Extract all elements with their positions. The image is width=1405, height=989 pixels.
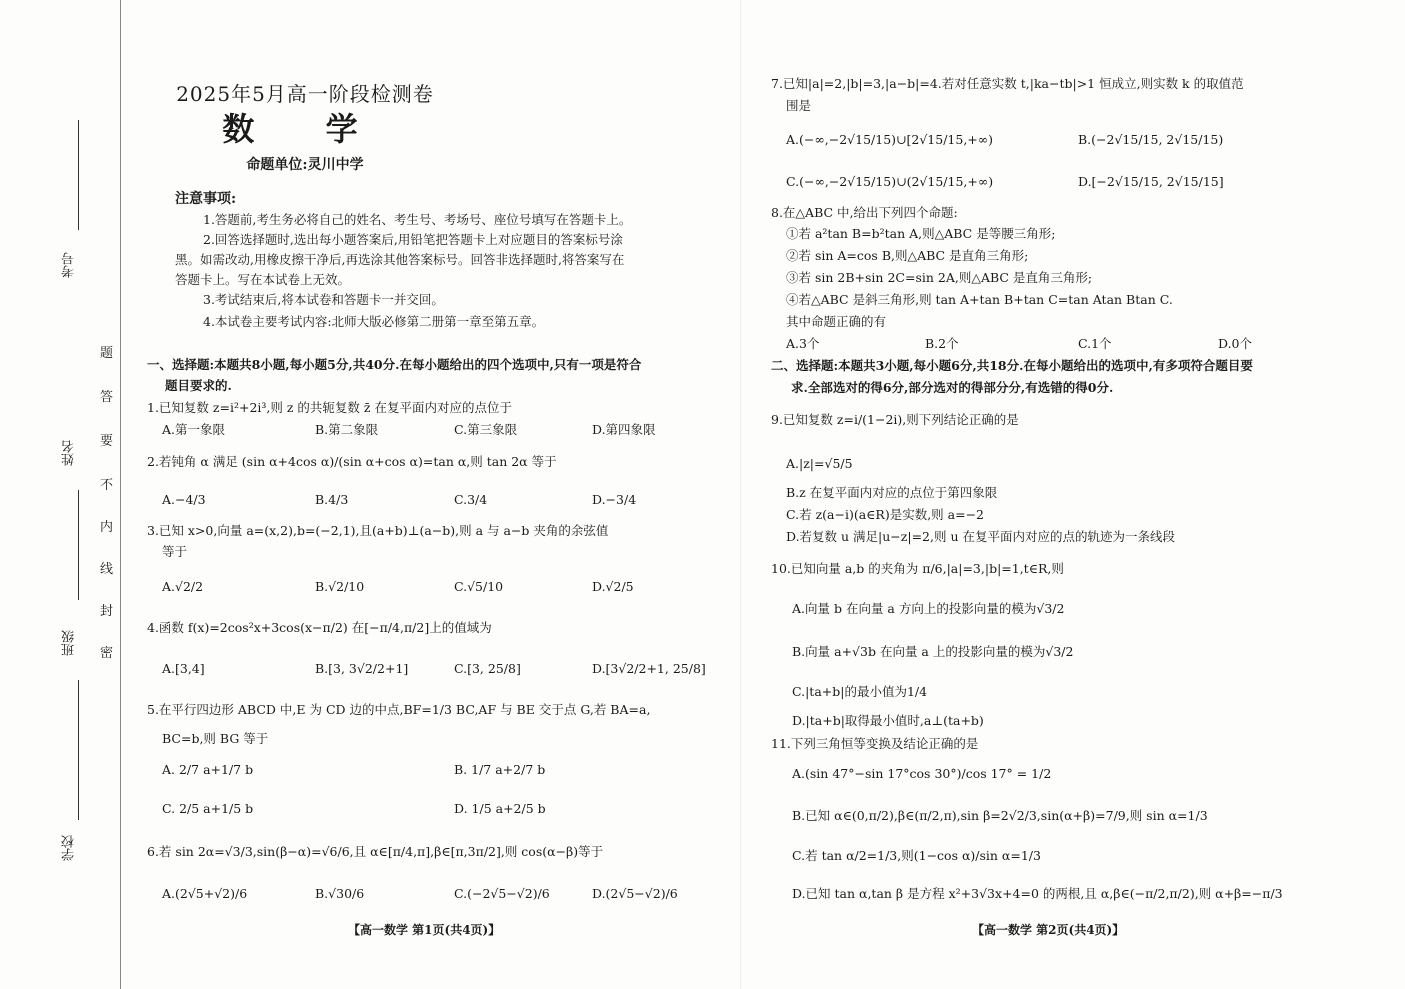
q10-option: B.向量 a+√3b 在向量 a 上的投影向量的模为√3/2 [792, 644, 1074, 659]
seal-char: 答 [100, 390, 114, 405]
q7-stem-cont: 围是 [786, 98, 812, 113]
q7-option: C.(−∞,−2√15/15)∪(2√15/15,+∞) [786, 174, 994, 189]
notice-item: 黑。如需改动,用橡皮擦干净后,再选涂其他答案标号。回答非选择题时,将答案写在 [175, 252, 625, 267]
section1-heading: 一、选择题:本题共8小题,每小题5分,共40分.在每小题给出的四个选项中,只有一项是符合 [147, 357, 642, 372]
q6-option: C.(−2√5−√2)/6 [454, 886, 550, 901]
field-class: 班级 [62, 630, 77, 656]
q4-option: C.[3, 25/8] [454, 661, 521, 676]
exam-no-blank [78, 120, 79, 230]
q4-stem: 4.函数 f(x)=2cos²x+3cos(x−π/2) 在[−π/4,π/2]上的值域为 [147, 620, 492, 635]
q8-item: ④若△ABC 是斜三角形,则 tan A+tan B+tan C=tan Atan Btan C. [786, 292, 1173, 307]
name-blank [78, 490, 79, 600]
q5-option: D. 1/5 a+2/5 b [454, 801, 546, 816]
q8-item: ③若 sin 2B+sin 2C=sin 2A,则△ABC 是直角三角形; [786, 270, 1093, 285]
q9-stem: 9.已知复数 z=i/(1−2i),则下列结论正确的是 [771, 412, 1019, 427]
q3-option: A.√2/2 [162, 579, 204, 594]
binding-line [120, 0, 121, 989]
q5-stem: 5.在平行四边形 ABCD 中,E 为 CD 边的中点,BF=1/3 BC,AF 与 BE 交于点 G,若 BA=a, [147, 702, 651, 717]
q6-option: D.(2√5−√2)/6 [592, 886, 678, 901]
q8-option: D.0个 [1218, 336, 1253, 351]
section2-heading-cont: 求.全部选对的得6分,部分选对的得部分分,有选错的得0分. [791, 380, 1114, 395]
q11-option: C.若 tan α/2=1/3,则(1−cos α)/sin α=1/3 [792, 848, 1041, 863]
q8-stem: 8.在△ABC 中,给出下列四个命题: [771, 205, 958, 220]
q7-option: A.(−∞,−2√15/15)∪[2√15/15,+∞) [786, 132, 994, 147]
seal-char: 要 [100, 434, 114, 449]
exam-subject: 数 学 [222, 110, 388, 148]
q9-option: A.|z|=√5/5 [786, 456, 853, 471]
q3-option: C.√5/10 [454, 579, 504, 594]
class-blank [78, 680, 79, 820]
q4-option: B.[3, 3√2/2+1] [315, 661, 409, 676]
q8-tail: 其中命题正确的有 [786, 314, 887, 329]
q1-option: C.第三象限 [454, 422, 518, 437]
q1-option: D.第四象限 [592, 422, 656, 437]
q10-option: D.|ta+b|取得最小值时,a⊥(ta+b) [792, 713, 984, 728]
q11-stem: 11.下列三角恒等变换及结论正确的是 [771, 736, 979, 751]
q5-option: B. 1/7 a+2/7 b [454, 762, 546, 777]
q6-stem: 6.若 sin 2α=√3/3,sin(β−α)=√6/6,且 α∈[π/4,π],β∈[π,3π/2],则 cos(α−β)等于 [147, 844, 604, 859]
notice-item: 4.本试卷主要考试内容:北师大版必修第二册第一章至第五章。 [203, 314, 545, 329]
q8-option: A.3个 [786, 336, 820, 351]
q3-stem: 3.已知 x>0,向量 a=(x,2),b=(−2,1),且(a+b)⊥(a−b),则 a 与 a−b 夹角的余弦值 [147, 523, 609, 538]
exam-title: 2025年5月高一阶段检测卷 [176, 82, 434, 106]
section2-heading: 二、选择题:本题共3小题,每小题6分,共18分.在每小题给出的选项中,有多项符合题目要 [771, 358, 1253, 373]
page-divider [740, 0, 741, 989]
seal-char: 不 [100, 478, 114, 493]
q8-item: ②若 sin A=cos B,则△ABC 是直角三角形; [786, 248, 1029, 263]
notice-heading: 注意事项: [175, 191, 237, 207]
footer-page1: 【高一数学 第1页(共4页)】 [348, 923, 501, 937]
footer-page2: 【高一数学 第2页(共4页)】 [972, 923, 1125, 937]
q11-option: B.已知 α∈(0,π/2),β∈(π/2,π),sin β=2√2/3,sin(α+β)=7/9,则 sin α=1/3 [792, 808, 1208, 823]
q7-option: D.[−2√15/15, 2√15/15] [1078, 174, 1224, 189]
section1-heading-cont: 题目要求的. [165, 378, 232, 393]
q1-option: B.第二象限 [315, 422, 379, 437]
q1-option: A.第一象限 [162, 422, 226, 437]
q10-option: C.|ta+b|的最小值为1/4 [792, 684, 928, 699]
q8-item: ①若 a²tan B=b²tan A,则△ABC 是等腰三角形; [786, 226, 1056, 241]
seal-char: 封 [100, 604, 114, 619]
q3-option: D.√2/5 [592, 579, 634, 594]
seal-char: 密 [100, 646, 114, 661]
field-school: 学校 [62, 835, 77, 861]
seal-char: 线 [100, 562, 114, 577]
q11-option: D.已知 tan α,tan β 是方程 x²+3√3x+4=0 的两根,且 α,β∈(−π/2,π/2),则 α+β=−π/3 [792, 886, 1283, 901]
notice-item: 3.考试结束后,将本试卷和答题卡一并交回。 [203, 292, 444, 307]
q4-option: D.[3√2/2+1, 25/8] [592, 661, 706, 676]
q6-option: B.√30/6 [315, 886, 365, 901]
q2-option: A.−4/3 [162, 492, 206, 507]
q9-option: D.若复数 u 满足|u−z|=2,则 u 在复平面内对应的点的轨迹为一条线段 [786, 529, 1175, 544]
q3-option: B.√2/10 [315, 579, 365, 594]
notice-item: 答题卡上。写在本试卷上无效。 [175, 272, 351, 287]
field-name: 姓名 [62, 440, 77, 466]
q8-option: B.2个 [925, 336, 959, 351]
notice-item: 2.回答选择题时,选出每小题答案后,用铅笔把答题卡上对应题目的答案标号涂 [203, 232, 623, 247]
q1-stem: 1.已知复数 z=i²+2i³,则 z 的共轭复数 z̄ 在复平面内对应的点位于 [147, 400, 512, 415]
q2-option: B.4/3 [315, 492, 349, 507]
notice-item: 1.答题前,考生务必将自己的姓名、考生号、考场号、座位号填写在答题卡上。 [203, 212, 632, 227]
q2-option: C.3/4 [454, 492, 488, 507]
q5-stem-cont: BC=b,则 BG 等于 [162, 731, 269, 746]
q5-option: C. 2/5 a+1/5 b [162, 801, 254, 816]
field-exam-no: 考号 [62, 252, 77, 278]
exam-unit: 命题单位:灵川中学 [246, 157, 364, 173]
q8-option: C.1个 [1078, 336, 1112, 351]
q9-option: C.若 z(a−i)(a∈R)是实数,则 a=−2 [786, 507, 984, 522]
q7-stem: 7.已知|a|=2,|b|=3,|a−b|=4.若对任意实数 t,|ka−tb|>1 恒成立,则实数 k 的取值范 [771, 76, 1244, 91]
q11-option: A.(sin 47°−sin 17°cos 30°)/cos 17° = 1/2 [792, 766, 1052, 781]
q2-stem: 2.若钝角 α 满足 (sin α+4cos α)/(sin α+cos α)=tan α,则 tan 2α 等于 [147, 454, 557, 469]
q5-option: A. 2/7 a+1/7 b [162, 762, 254, 777]
q9-option: B.z 在复平面内对应的点位于第四象限 [786, 485, 998, 500]
q10-option: A.向量 b 在向量 a 方向上的投影向量的模为√3/2 [792, 601, 1065, 616]
seal-char: 题 [100, 346, 114, 361]
q2-option: D.−3/4 [592, 492, 637, 507]
q3-stem-cont: 等于 [162, 544, 188, 559]
q4-option: A.[3,4] [162, 661, 205, 676]
seal-char: 内 [100, 520, 114, 535]
binding-margin [0, 0, 122, 989]
q6-option: A.(2√5+√2)/6 [162, 886, 248, 901]
q10-stem: 10.已知向量 a,b 的夹角为 π/6,|a|=3,|b|=1,t∈R,则 [771, 561, 1064, 576]
q7-option: B.(−2√15/15, 2√15/15) [1078, 132, 1224, 147]
